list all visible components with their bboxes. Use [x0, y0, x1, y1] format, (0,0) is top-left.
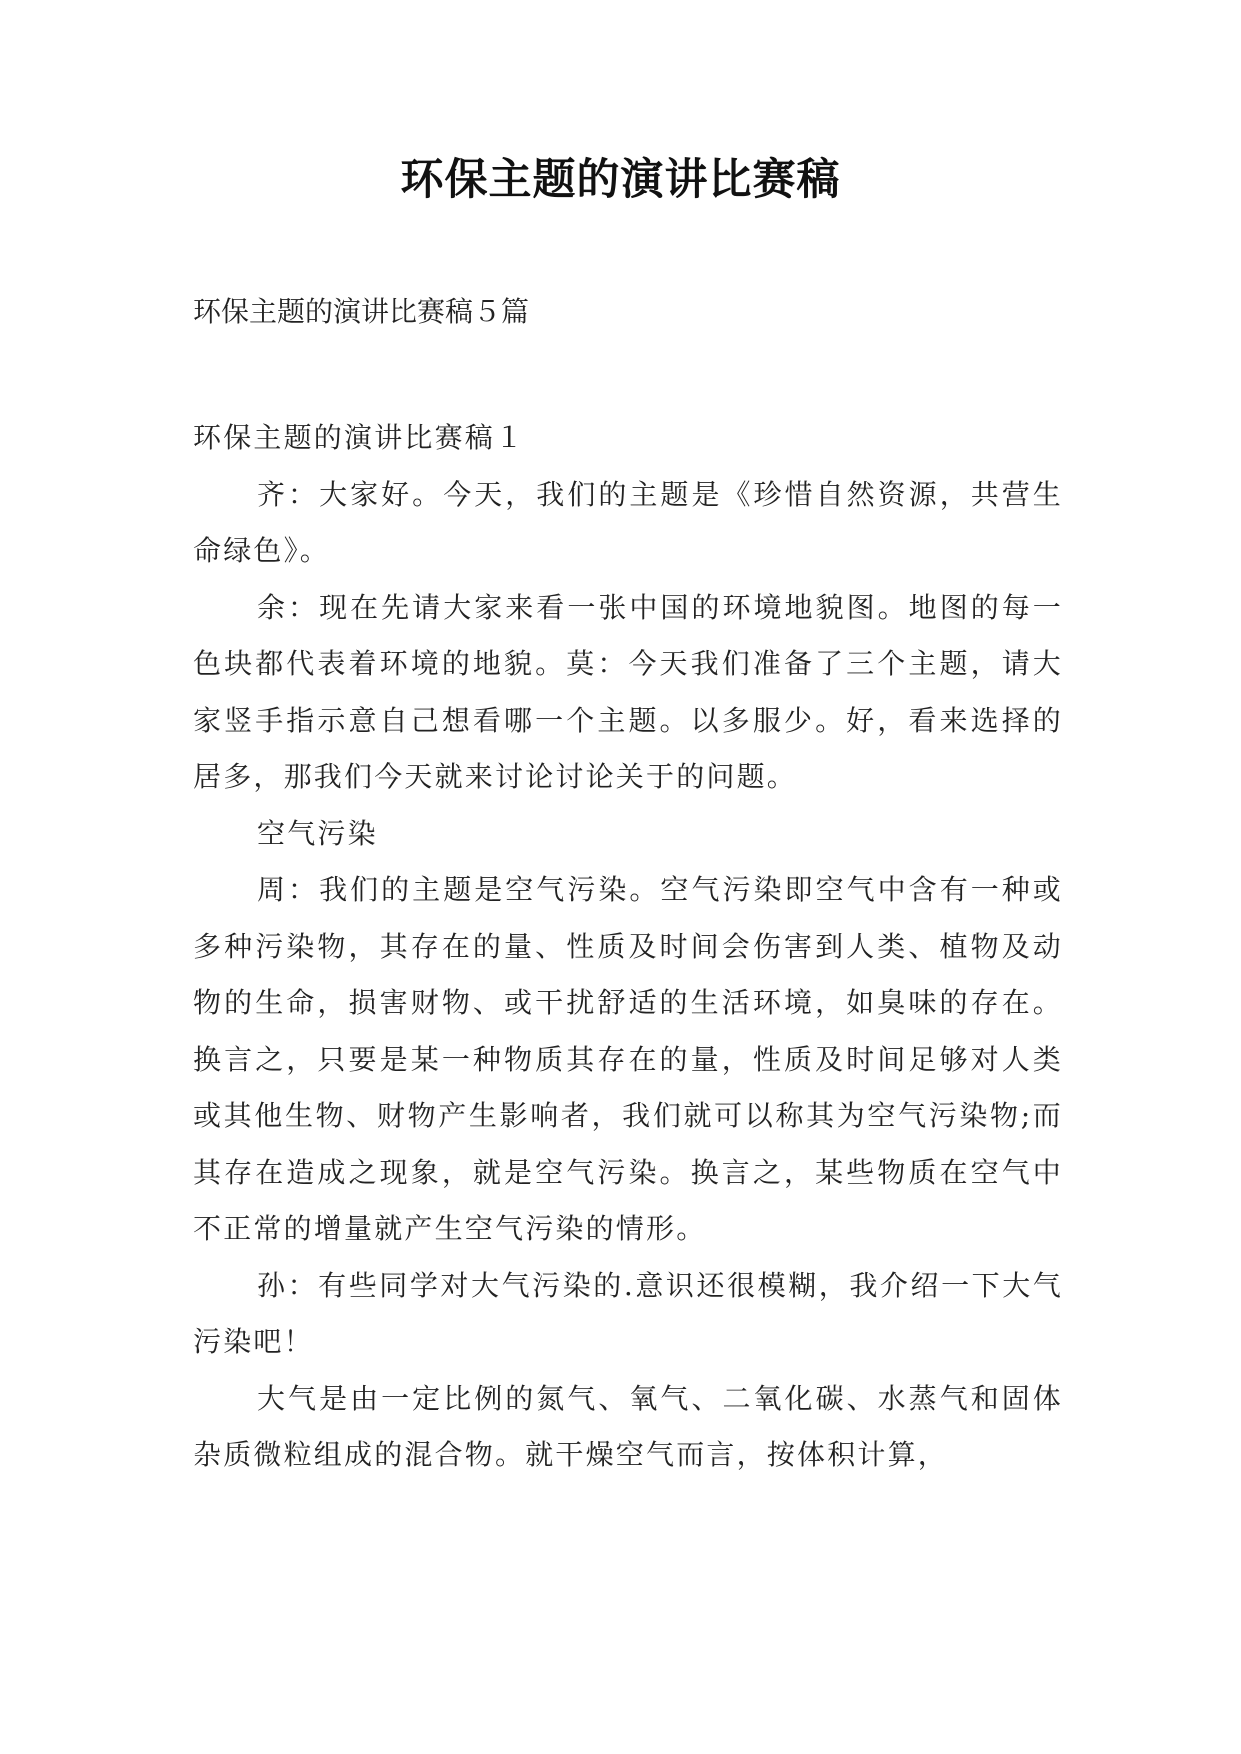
- paragraph: 大气是由一定比例的氮气、氧气、二氧化碳、水蒸气和固体杂质微粒组成的混合物。就干燥空气而言，按体积计算，: [193, 1381, 1063, 1471]
- document-title: 环保主题的演讲比赛稿: [400, 155, 841, 205]
- paragraph: 孙：有些同学对大气污染的.意识还很模糊，我介绍一下大气污染吧！: [193, 1268, 1063, 1358]
- document-body: [193, 410, 1063, 1484]
- paragraph: 余：现在先请大家来看一张中国的环境地貌图。地图的每一色块都代表着环境的地貌。莫：今天我们准备了三个主题，请大家竖手指示意自己想看哪一个主题。以多服少。好，看来选择的居多，那我们今天就来讨论讨论关于的问题。: [193, 590, 1063, 793]
- section-heading: 环保主题的演讲比赛稿１: [193, 421, 526, 454]
- paragraph: 齐：大家好。今天，我们的主题是《珍惜自然资源，共营生命绿色》。: [193, 477, 1063, 567]
- document-subtitle: 环保主题的演讲比赛稿５篇: [193, 295, 530, 328]
- topic-heading: 空气污染: [257, 816, 378, 850]
- paragraph: 周：我们的主题是空气污染。空气污染即空气中含有一种或多种污染物，其存在的量、性质及时间会伤害到人类、植物及动物的生命，损害财物、或干扰舒适的生活环境，如臭味的存在。换言之，只要是某一种物质其存在的量，性质及时间足够对人类或其他生物、财物产生影响者，我们就可以称其为空气污染物;而其存在造成之现象，就是空气污染。换言之，某些物质在空气中不正常的增量就产生空气污染的情形。: [193, 873, 1063, 1245]
